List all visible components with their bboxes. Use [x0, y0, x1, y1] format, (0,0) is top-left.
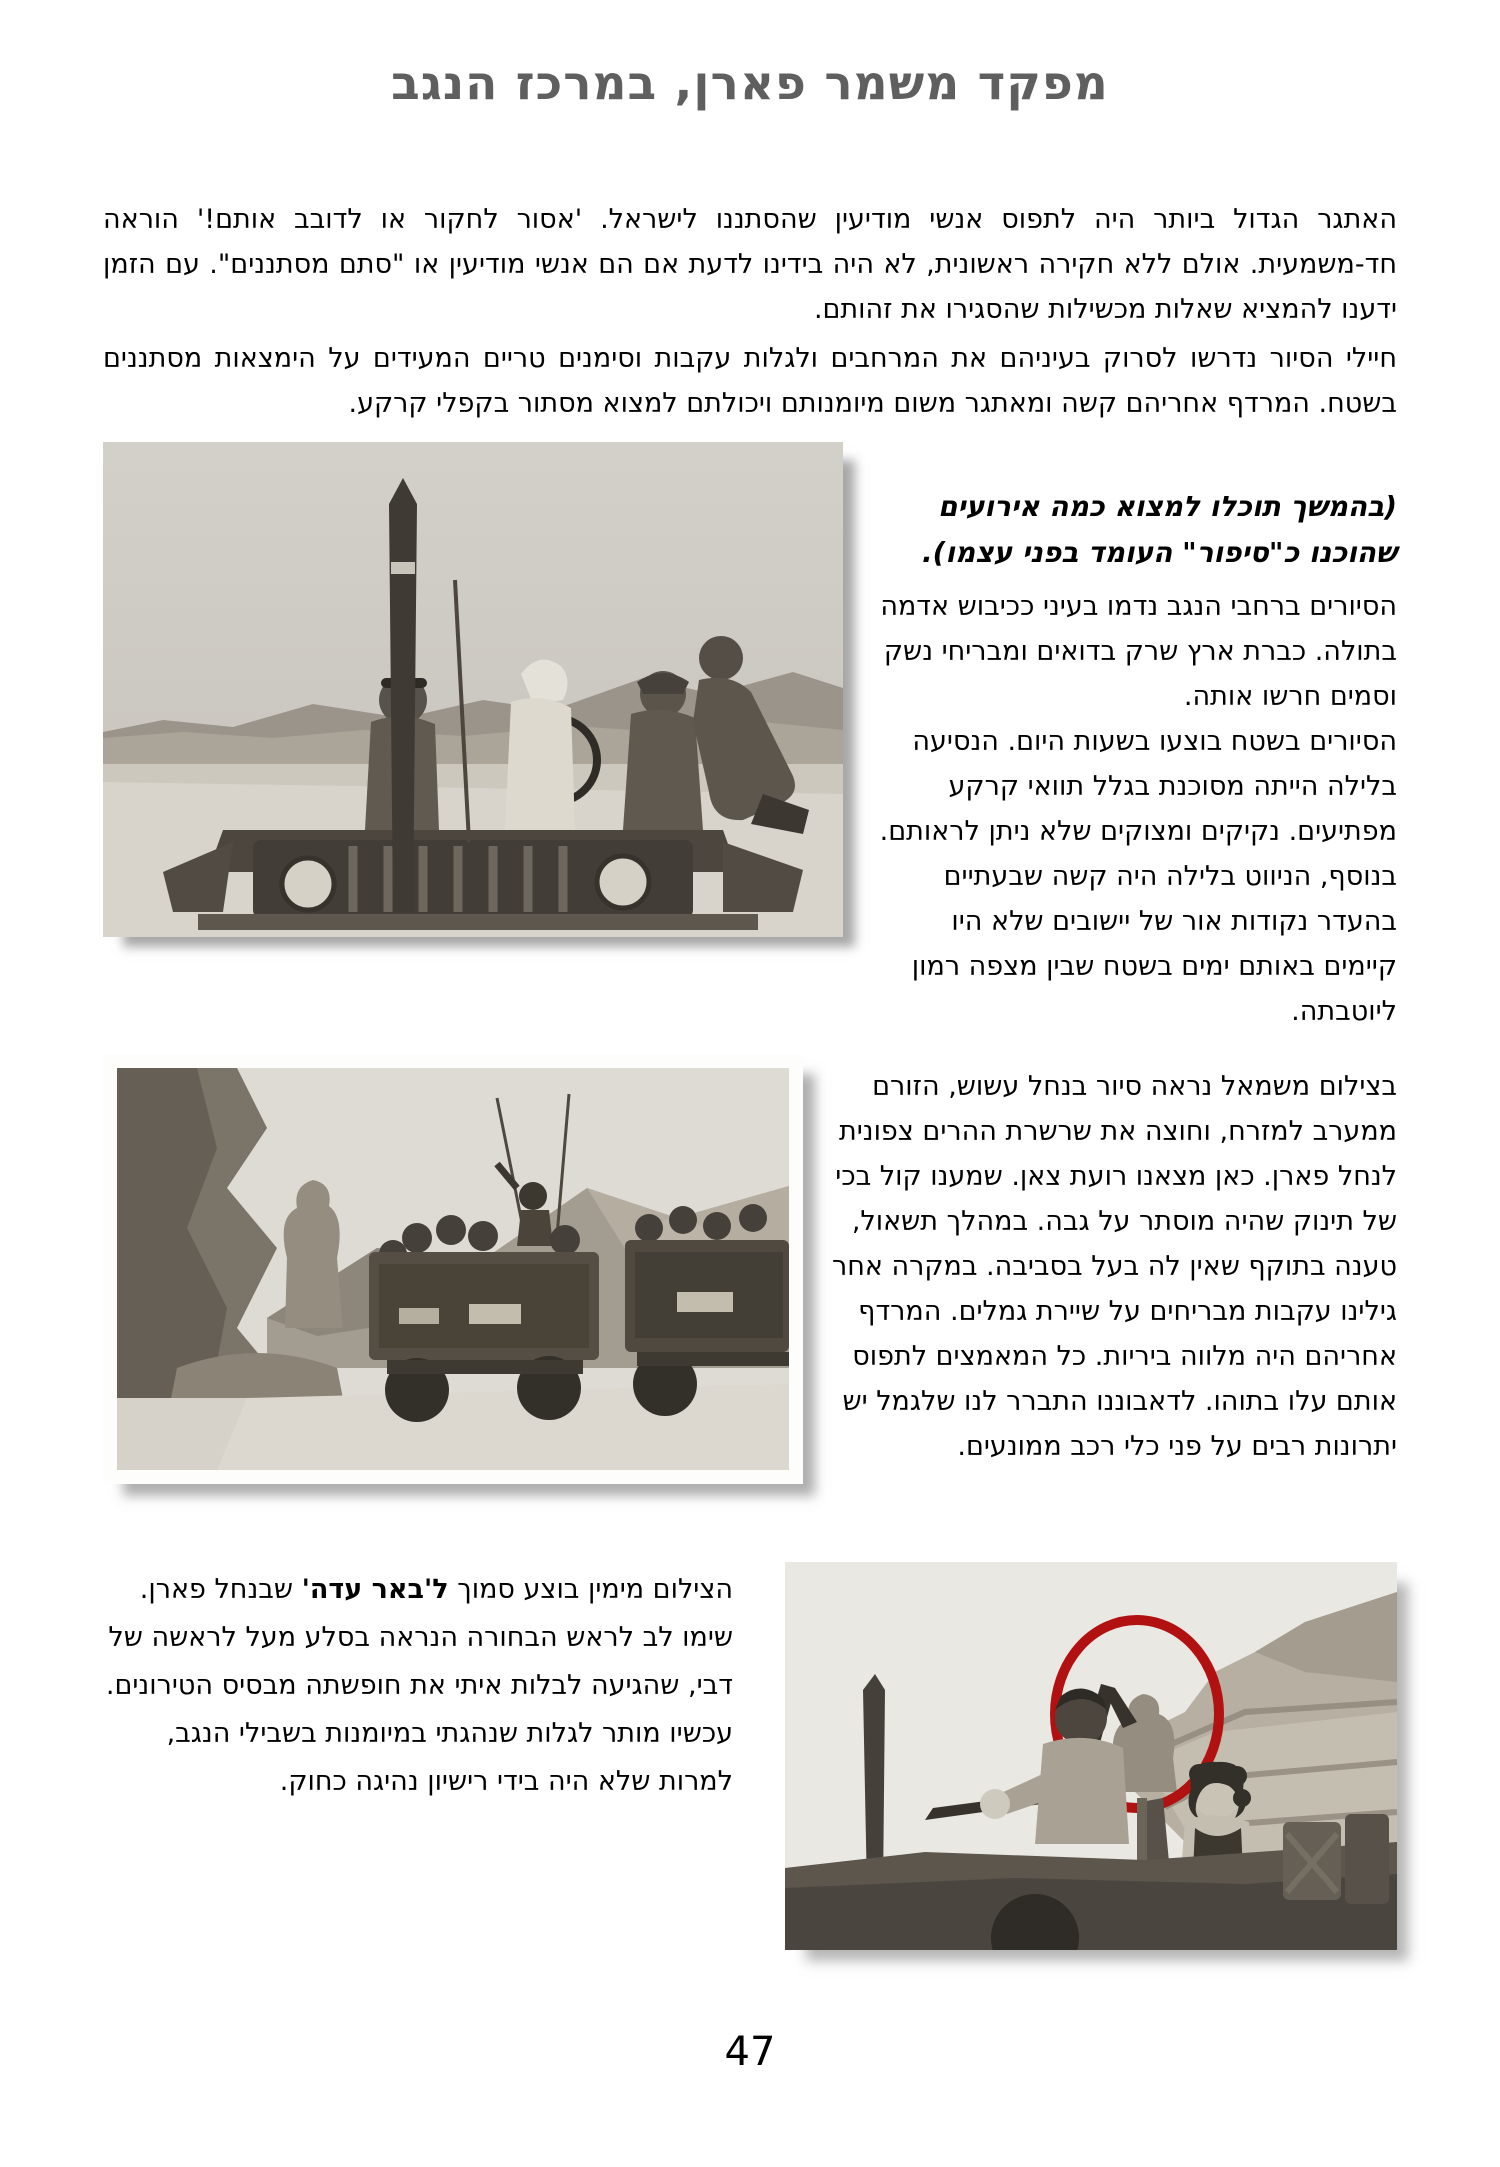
note-italic: (בהמשך תוכלו למצוא כמה אירועים שהוכנו כ"סיפור" העומד בפני עצמו). [921, 490, 1397, 569]
jerry-can [1283, 1814, 1389, 1904]
page-title: מפקד משמר פארן, במרכז הנגב [391, 56, 1109, 111]
headlight-left [282, 858, 334, 910]
license-plate-2 [677, 1292, 733, 1312]
headlight-right [597, 856, 649, 908]
marker-pole [389, 478, 417, 912]
beer-ada-illustration [785, 1562, 1397, 1950]
page-number: 47 [724, 2029, 776, 2075]
section-beer-ada [103, 1544, 1397, 1962]
paragraph-driving: עכשיו מותר לגלות שנהגתי במיומנות בשבילי הנגב, למרות שלא היה בידי רישיון נהיגה כחוק. [166, 1718, 733, 1797]
beer-ada-text-post: שבנחל פארן. שימו לב לראש הבחורה הנראה בסלע מעל לראשה של דבי, שהגיעה לבלות איתי את חופשתה מבסיס הטירונים. [105, 1574, 733, 1701]
paragraph-scouting: חיילי הסיור נדרשו לסרוק בעיניהם את המרחבים ולגלות עקבות וסימנים טריים המעידים על הימצאות מסתננים בשטח. המרדף אחריהם קשה ומאתגר משום מיומנותם ויכולתם למצוא מסתור בקפלי קרקע. [103, 343, 1397, 419]
eshosh-convoy-illustration [117, 1068, 789, 1470]
paragraph-intro: האתגר הגדול ביותר היה לתפוס אנשי מודיעין שהסתננו לישראל. 'אסור לחקור או לדובב אותם!' הוראה חד-משמעית. אולם ללא חקירה ראשונית, לא היה בידינו לדעת אם הם אנשי מודיעין או "סתם מסתננים". עם הזמן ידענו להמציא שאלות מכשילות שהסגירו את זהותם. [103, 204, 1397, 325]
photo-eshosh-convoy [103, 1054, 803, 1484]
section-eshosh [103, 1046, 1397, 1498]
paragraph-eshosh: בצילום משמאל נראה סיור בנחל עשוש, הזורם ממערב למזרח, וחוצה את שרשרת ההרים צפונית לנחל פארן. כאן מצאנו רועת צאן. שמענו קול בכי של תינוק שהיה מוסתר על גבה. במהלך תשאול, טענה בתוקף שאין לה בעל בסביבה. במקרה אחר גילינו עקבות מבריחים על שיירת גמלים. המרדף אחריהם היה מלווה ביריות. כל המאמצים לתפוס אותם עלו בתוהו. לדאבוננו התברר לנו שלגמל יש יתרונות רבים על פני כלי רכב ממונעים. [831, 1071, 1397, 1462]
steering-wheel-3 [980, 1789, 1010, 1819]
beer-ada-text-pre: הצילום מימין בוצע סמוך [448, 1574, 733, 1605]
section-patrol-jeep [103, 438, 1397, 1034]
patrol-jeep-illustration [103, 442, 843, 937]
photo-beer-ada-jeep [785, 1562, 1397, 1950]
paragraph-patrols-1: הסיורים ברחבי הנגב נדמו בעיני ככיבוש אדמה בתולה. כברת ארץ שרק בדואים ומבריחי נשק וסמים חרשו אותה. [880, 591, 1397, 712]
page-content [0, 56, 1500, 1962]
beer-ada-bold-place-name: ל'באר עדה' [301, 1574, 449, 1605]
photo-patrol-jeep [103, 442, 843, 937]
license-plate-1 [469, 1304, 521, 1324]
paragraph-patrols-2: הסיורים בשטח בוצעו בשעות היום. הנסיעה בלילה הייתה מסוכנת בגלל תוואי קרקע מפתיעים. נקיקים ומצוקים שלא ניתן לראותם. בנוסף, הניווט בלילה היה קשה שבעתיים בהעדר נקודות אור של יישובים שלא היו קיימים באותם ימים בשטח שבין מצפה רמון ליוטבתה. [879, 726, 1397, 1027]
